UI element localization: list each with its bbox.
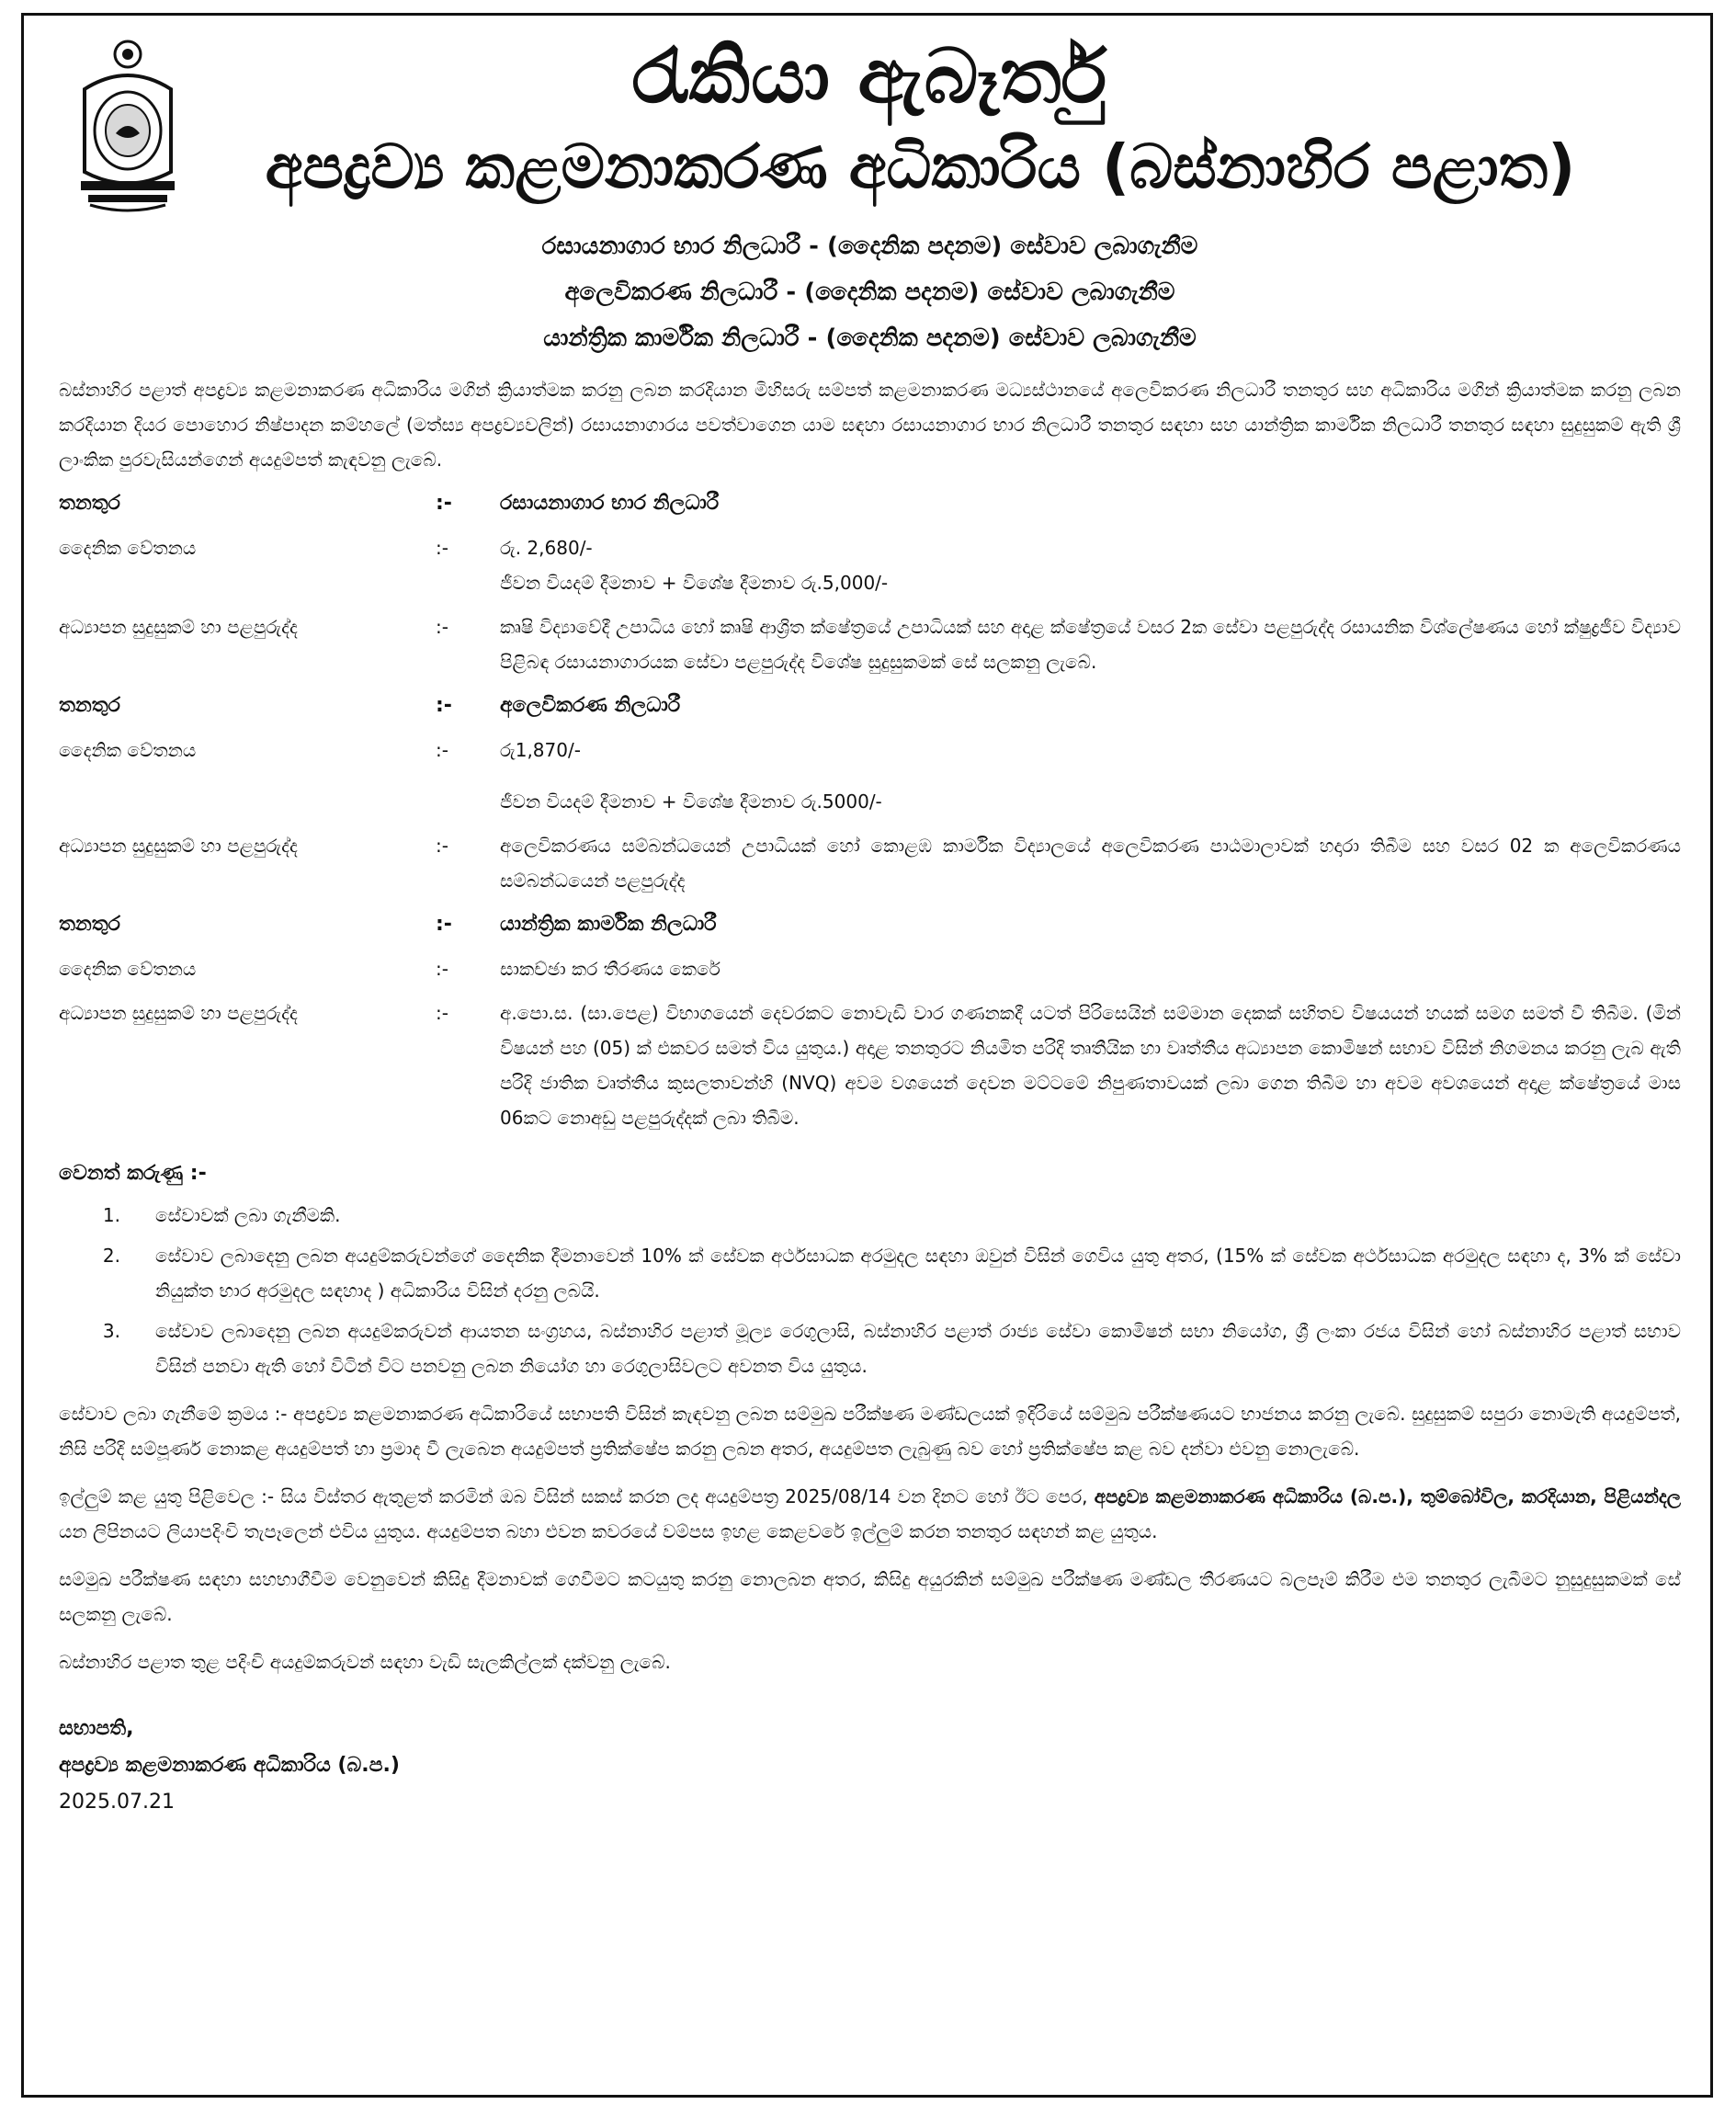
signatory-organization: අපද්‍රව්‍ය කළමනාකරණ අධිකාරිය (බ.ප.) xyxy=(59,1754,400,1777)
signature-block xyxy=(59,1711,1681,1784)
post-label: තනතුර xyxy=(59,694,120,717)
post-value: රසායනාගාර භාර නිලධාරී xyxy=(500,492,720,515)
advertisement-page xyxy=(21,13,1713,2098)
other-notes-title: වෙනත් කරුණු :- xyxy=(59,1162,207,1185)
salary-extra: ජීවන වියදම් දීමනාව + විශේෂ දීමනාව රු.5000/- xyxy=(500,791,882,813)
page-title: රැකියා ඇබෑර්තු xyxy=(631,33,1108,120)
organization-title: අපද්‍රව්‍ය කළමනාකරණ අධිකාරිය (බස්නාහිර පළාත) xyxy=(265,131,1576,202)
separator: :- xyxy=(436,739,448,761)
qualification-row xyxy=(59,828,1681,898)
note-text: සේවාව ලබාදෙනු ලබන අයදුම්කරුවන්ගේ දෛනික දීමනාවෙන් 10% ක් සේවක අර්ථසාධක අරමුදල සඳහා ඔවුන් විසින් ගෙවිය යුතු අතර, (15% ක් සේවක අර්ථසාධක අරමුදල සඳහා ද, 3% ක් සේවා නියුක්ත භාර අරමුදල සඳහාද ) අධිකාරිය විසින් දරනු ලබයි. xyxy=(155,1245,1681,1302)
qualification-value: අලෙවිකරණය සම්බන්ධයෙන් උපාධියක් හෝ කොළඹ කාර්මික විද්‍යාලයේ අලෙවිකරණ පාඨමාලාවක් හදාරා තිබීම සහ වසර 02 ක අලෙවිකරණය සම්බන්ධයෙන් පළපුරුද්ද xyxy=(500,835,1681,892)
post-label: තනතුර xyxy=(59,492,120,515)
separator: :- xyxy=(436,1002,448,1024)
qualification-row xyxy=(59,609,1681,679)
application-method-paragraph xyxy=(59,1479,1681,1549)
note-item xyxy=(59,1198,1681,1233)
notice-date: 2025.07.21 xyxy=(59,1791,175,1814)
note-number: 2. xyxy=(102,1245,120,1267)
salary-row xyxy=(59,530,1681,600)
separator: :- xyxy=(436,616,448,638)
interview-note-paragraph: සම්මුඛ පරීක්ෂණ සඳහා සහභාගීවීම වෙනුවෙන් කිසිදු දීමනාවක් ගෙවීමට කටයුතු කරනු නොලබන අතර, කිසිදු අයුරකින් සම්මුඛ පරීක්ෂණ මණ්ඩල තීරණයට බලපෑම් කිරීම එම තනතුර ලැබීමට නුසුදුසුකමක් සේ සලකනු ලැබේ. xyxy=(59,1568,1681,1625)
separator: :- xyxy=(436,958,448,980)
note-text: සේවාව ලබාදෙනු ලබන අයදුම්කරුවන් ආයතන සංග්‍රහය, බස්නාහිර පළාත් මූල්‍ය රෙගුලාසි, බස්නාහිර පළාත් රාජ්‍ය සේවා කොමිෂන් සභා නියෝග, ශ්‍රී ලංකා රජය විසින් හෝ බස්නාහිර පළාත් සභාව විසින් පනවා ඇති හෝ විටින් විට පනවනු ලබන නියෝග හා රෙගුලාසිවලට අවනත විය යුතුය. xyxy=(155,1320,1681,1377)
salary-value: සාකච්ඡා කර තීරණය කෙරේ xyxy=(500,958,720,980)
application-text: යන ලිපිනයට ලියාපදිංචි තැපෑලෙන් එවිය යුතුය. අයදුම්පත බහා එවන කවරයේ වම්පස ඉහළ කෙළවරේ ඉල්ලුම් කරන තනතුර සඳහන් කළ යුතුය. xyxy=(59,1520,1158,1542)
separator: :- xyxy=(436,537,448,559)
salary-label: දෛනික වේතනය xyxy=(59,958,197,980)
position-row xyxy=(59,688,1681,723)
note-item xyxy=(59,1314,1681,1383)
qualification-label: අධ්‍යාපන සුදුසුකම් හා පළපුරුද්ද xyxy=(59,835,298,857)
qualification-value: කෘෂි විද්‍යාවේදී උපාධිය හෝ කෘෂි ආශ්‍රිත ක්ෂේත්‍රයේ උපාධියක් සහ අදාළ ක්ෂේත්‍රයේ වසර 2ක සේවා පළපුරුද්ද රසායනික විශ්ලේෂණය හෝ ක්ෂුද්‍රජීව විද්‍යාව පිළිබඳ රසායනාගාරයක සේවා පළපුරුද්ද විශේෂ සුදුසුකමක් සේ සලකනු ලැබේ. xyxy=(500,616,1681,673)
subtitle: රසායනාගාර භාර නිලධාරී - (දෛනික පදනම) සේවාව ලබාගැනීම xyxy=(541,233,1198,260)
intro-paragraph: බස්නාහිර පළාත් අපද්‍රව්‍ය කළමනාකරණ අධිකාරිය මගින් ක්‍රියාත්මක කරනු ලබන කරදියාන මිහිසරු සම්පත් කළමනාකරණ මධ්‍යස්ථානයේ අලෙවිකරණ නිලධාරී තනතුර සහ අධිකාරිය මගින් ක්‍රියාත්මක කරනු ලබන කරදියාන දියර පොහොර නිෂ්පාදන කම්හලේ (මත්ස්‍ය අපද්‍රව්‍යවලින්) රසායනාගාරය පවත්වාගෙන යාම සඳහා රසායනාගාර භාර නිලධාරී තනතුර සඳහා සහ යාන්ත්‍රික කාර්මික නිලධාරී තනතුර සඳහා සුදුසුකම් ඇති ශ්‍රී ලාංකික පුරවැසියන්ගෙන් අයදුම්පත් කැඳවනු ලැබේ. xyxy=(59,379,1681,471)
salary-row xyxy=(59,733,1681,819)
subtitle-list xyxy=(59,223,1681,361)
note-number: 3. xyxy=(102,1320,120,1342)
note-item xyxy=(59,1238,1681,1308)
salary-value: රු. 2,680/- xyxy=(500,537,593,559)
subtitle: අලෙවිකරණ නිලධාරී - (දෛනික පදනම) සේවාව ලබාගැනීම xyxy=(564,279,1175,306)
separator: :- xyxy=(436,835,448,857)
salary-label: දෛනික වේතනය xyxy=(59,537,197,559)
note-text: සේවාවක් ලබා ගැනීමකි. xyxy=(155,1204,341,1226)
selection-method-paragraph: සේවාව ලබා ගැනීමේ ක්‍රමය :- අපද්‍රව්‍ය කළමනාකරණ අධිකාරියේ සභාපති විසින් කැඳවනු ලබන සම්මුඛ පරීක්ෂණ මණ්ඩලයක් ඉදිරියේ සම්මුඛ පරීක්ෂණයට භාජනය කරනු ලැබේ. සුදුසුකම් සපුරා නොමැති අයදුම්පත්, නිසි පරිදි සම්පූර්ණ නොකළ අයදුම්පත් හා ප්‍රමාද වී ලැබෙන අයදුම්පත් ප්‍රතික්ෂේප කරනු ලබන අතර, අයදුම්පත ලැබුණු බව හෝ ප්‍රතික්ෂේප කළ බව දන්වා එවනු නොලැබේ. xyxy=(59,1403,1681,1460)
salary-label: දෛනික වේතනය xyxy=(59,739,197,761)
application-text: ඉල්ලුම් කළ යුතු පිළිවෙල :- සිය විස්තර ඇතුළත් කරමින් ඔබ විසින් සකස් කරන ලද අයදුම්පත්‍ර 2025/08/14 වන දිනට හෝ ඊට පෙර, xyxy=(59,1485,1095,1507)
qualification-value: අ.පො.ස. (සා.පෙළ) විභාගයෙන් දෙවරකට නොවැඩි වාර ගණනකදී යටත් පිරිසෙයින් සම්මාන දෙකක් සහිතව විෂයයන් හයක් සමග සමත් වී තිබීම. (මින් විෂයන් පහ (05) ක් එකවර සමත් විය යුතුය.) අදාළ තනතුරට නියමිත පරිදි තෘතීයික හා වෘත්තීය අධ්‍යාපන කොමිෂන් සභාව විසින් නිගමනය කරනු ලැබ ඇති පරිදි ජාතික වෘත්තීය කුසලතාවන්හි (NVQ) අවම වශයෙන් දෙවන මට්ටමේ නිපුණතාවයක් ලබා ගෙන තිබීම හා අවම අවශයෙන් අදාළ ක්ෂේත්‍රයේ මාස 06කට නොඅඩු පළපුරුද්දක් ලබා තිබීම. xyxy=(500,1002,1681,1129)
note-number: 1. xyxy=(102,1204,120,1226)
position-row xyxy=(59,907,1681,942)
qualification-label: අධ්‍යාපන සුදුසුකම් හා පළපුරුද්ද xyxy=(59,1002,298,1024)
post-label: තනතුර xyxy=(59,913,120,936)
qualification-label: අධ්‍යාපන සුදුසුකම් හා පළපුරුද්ද xyxy=(59,616,298,638)
post-value: යාන්ත්‍රික කාර්මික නිලධාරී xyxy=(500,913,717,936)
salary-extra: ජීවන වියදම් දීමනාව + විශේෂ දීමනාව රු.5,000/- xyxy=(500,572,889,594)
subtitle: යාන්ත්‍රික කාර්මික නිලධාරී - (දෛනික පදනම) සේවාව ලබාගැනීම xyxy=(543,324,1197,352)
separator: :- xyxy=(436,913,452,936)
separator: :- xyxy=(436,694,452,717)
resident-note-paragraph: බස්නාහිර පළාත තුළ පදිංචි අයදුම්කරුවන් සඳහා වැඩි සැලකිල්ලක් දක්වනු ලැබේ. xyxy=(59,1651,671,1673)
salary-row xyxy=(59,951,1681,986)
separator: :- xyxy=(436,492,452,515)
postal-address: අපද්‍රව්‍ය කළමනාකරණ අධිකාරිය (බ.ප.), තුම්බෝවිල, කරදියාන, පිළියන්දල xyxy=(1094,1485,1681,1507)
sri-lanka-emblem-icon xyxy=(72,34,184,218)
qualification-row xyxy=(59,995,1681,1135)
post-value: අලෙවිකරණ නිලධාරී xyxy=(500,694,681,717)
position-row xyxy=(59,486,1681,521)
salary-value: රු1,870/- xyxy=(500,739,581,761)
signatory-title: සභාපති, xyxy=(59,1717,134,1740)
